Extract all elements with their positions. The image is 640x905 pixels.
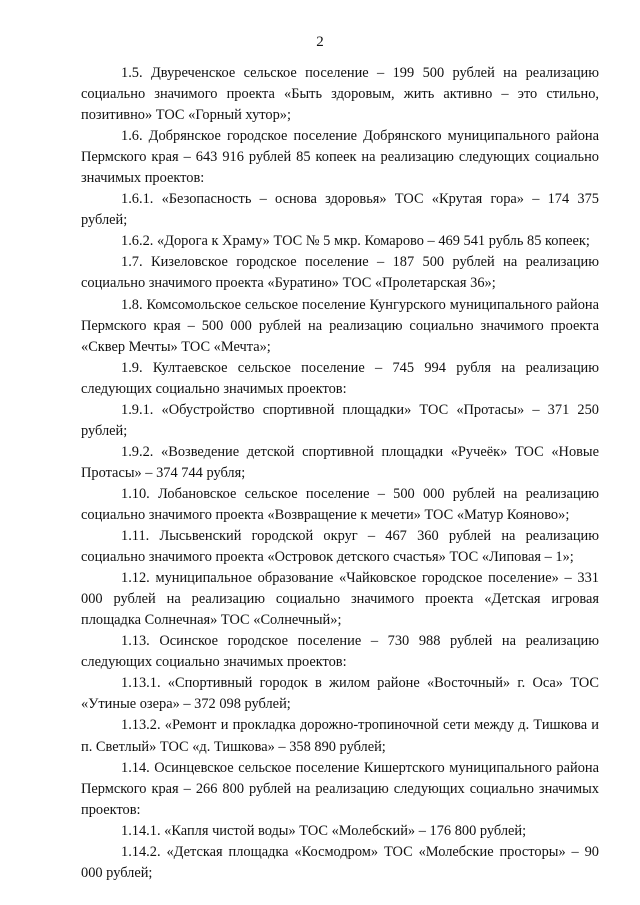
paragraph-1-14-2: 1.14.2. «Детская площадка «Космодром» ТОС «Молебские просторы» – 90 000 рублей; <box>81 843 599 881</box>
paragraph-1-13: 1.13. Осинское городское поселение – 730 988 рублей на реализацию следующих социально значимых проектов: <box>81 633 599 671</box>
document-body <box>81 63 599 884</box>
paragraph-1-14-1: 1.14.1. «Капля чистой воды» ТОС «Молебский» – 176 800 рублей; <box>121 822 527 839</box>
paragraph-1-7: 1.7. Кизеловское городское поселение – 187 500 рублей на реализацию социально значимого проекта «Буратино» ТОС «Пролетарская 36»; <box>81 254 599 292</box>
paragraph-1-6-1: 1.6.1. «Безопасность – основа здоровья» ТОС «Крутая гора» – 174 375 рублей; <box>81 191 599 229</box>
paragraph-1-12: 1.12. муниципальное образование «Чайковское городское поселение» – 331 000 рублей на реализацию социально значимого проекта «Детская игровая площадка Солнечная» ТОС «Солнечный»; <box>81 570 599 629</box>
paragraph-1-6-2: 1.6.2. «Дорога к Храму» ТОС № 5 мкр. Комарово – 469 541 рубль 85 копеек; <box>121 233 590 250</box>
paragraph-1-14: 1.14. Осинцевское сельское поселение Кишертского муниципального района Пермского края – 266 800 рублей на реализацию следующих социально значимых проектов: <box>81 759 599 818</box>
paragraph-1-13-2: 1.13.2. «Ремонт и прокладка дорожно-тропиночной сети между д. Тишкова и п. Светлый» ТОС «д. Тишкова» – 358 890 рублей; <box>81 717 599 755</box>
paragraph-1-11: 1.11. Лысьвенский городской округ – 467 360 рублей на реализацию социально значимого проекта «Островок детского счастья» ТОС «Липовая – 1»; <box>81 528 599 566</box>
paragraph-1-9-1: 1.9.1. «Обустройство спортивной площадки» ТОС «Протасы» – 371 250 рублей; <box>81 401 599 439</box>
paragraph-1-9: 1.9. Култаевское сельское поселение – 745 994 рубля на реализацию следующих социально значимых проектов: <box>81 359 599 397</box>
paragraph-1-5: 1.5. Двуреченское сельское поселение – 199 500 рублей на реализацию социально значимого проекта «Быть здоровым, жить активно – это стильно, позитивно» ТОС «Горный хутор»; <box>81 65 599 124</box>
paragraph-1-13-1: 1.13.1. «Спортивный городок в жилом районе «Восточный» г. Оса» ТОС «Утиные озера» – 372 098 рублей; <box>81 675 599 713</box>
page-number: 2 <box>316 34 324 50</box>
paragraph-1-6: 1.6. Добрянское городское поселение Добрянского муниципального района Пермского края – 643 916 рублей 85 копеек на реализацию следующих социально значимых проектов: <box>81 128 599 187</box>
paragraph-1-8: 1.8. Комсомольское сельское поселение Кунгурского муниципального района Пермского края – 500 000 рублей на реализацию социально значимого проекта «Сквер Мечты» ТОС «Мечта»; <box>81 296 599 355</box>
paragraph-1-9-2: 1.9.2. «Возведение детской спортивной площадки «Ручеёк» ТОС «Новые Протасы» – 374 744 рубля; <box>81 443 599 481</box>
paragraph-1-10: 1.10. Лобановское сельское поселение – 500 000 рублей на реализацию социально значимого проекта «Возвращение к мечети» ТОС «Матур Кояново»; <box>81 485 599 523</box>
